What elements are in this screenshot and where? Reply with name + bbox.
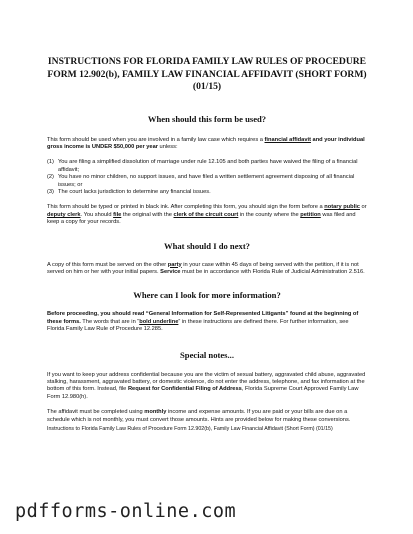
term-financial-affidavit: financial affidavit [264,136,311,143]
term-file: file [113,211,122,218]
term-monthly: monthly [144,409,167,416]
section-heading-more-info: Where can I look for more information? [133,290,281,301]
next-paragraph: A copy of this form must be served on the other party in your case within 45 days of being served with the petition, if it is not served on him or her with your initial papers. Service must be in accordance with Florida Rule of Judicial Administration 2.516. [47,261,365,275]
monthly-amounts-paragraph: The affidavit must be completed using monthly income and expense amounts. If you are paid or your bills are due on a schedule which is not monthly, you must convert those amounts. Hints are provided below for making these conversions. [47,409,351,423]
confidential-address-paragraph: If you want to keep your address confidential because you are the victim of sexual battery, aggravated child abuse, aggravated stalking, harassment, aggravated battery, or domestic violence, do not enter the address, telephone, and fax information at the bottom of this form. Instead, file Request for Confidential Filing of Address, Florida Supreme Court Approved Family Law Form 12.980(h). [47,371,366,400]
section-heading-when-used: When should this form be used? [147,113,267,124]
term-notary-public: notary public [324,204,360,211]
term-deputy-clerk: deputy clerk [47,211,81,218]
when-used-paragraph: This form should be used when you are involved in a family law case which requires a financial affidavit and your individual gross income is UNDER $50,000 per year unless: [47,136,365,150]
term-service: Service [160,268,181,275]
form-title: INSTRUCTIONS FOR FLORIDA FAMILY LAW RULES OF PROCEDURE FORM 12.902(b), FAMILY LAW FINANCIAL AFFIDAVIT (SHORT FORM) (01/15) [47,56,367,92]
exception-list [47,159,367,196]
site-watermark: pdfforms-online.com [15,501,237,522]
section-heading-special-notes: Special notes... [180,349,234,360]
list-item: (1) You are filing a simplified dissolution of marriage under rule 12.105 and both parties have waived the filing of a financial affidavit; [47,159,358,173]
term-clerk-circuit-court: clerk of the circuit court [173,211,239,218]
term-bold-underline: bold underline [139,318,179,325]
section-heading-next: What should I do next? [164,240,250,251]
more-info-paragraph: Before proceeding, you should read “General Information for Self-Represented Litigants” found at the beginning of these forms. The words that are in “bold underline” in these instructions are defined there. For further information, see Florida Family Law Rule of Procedure 12.285. [47,311,359,333]
term-petition: petition [300,211,321,218]
list-item: (2) You have no minor children, no support issues, and have filed a written settlement agreement disposing of all financial issues; or [47,174,355,188]
term-request-confidential-filing: Request for Confidential Filing of Address [127,386,242,393]
page-footer: Instructions to Florida Family Law Rules of Procedure Form 12.902(b), Family Law Financial Affidavit (Short Form) (01/15) [47,426,333,433]
filing-paragraph: This form should be typed or printed in black ink. After completing this form, you should sign the form before a notary public or deputy clerk. You should file the original with the clerk of the circuit court in the county where the petition was filed and keep a copy for your records. [47,204,367,226]
list-item: (3) The court lacks jurisdiction to determine any financial issues. [47,188,211,195]
term-party: party [167,261,182,268]
